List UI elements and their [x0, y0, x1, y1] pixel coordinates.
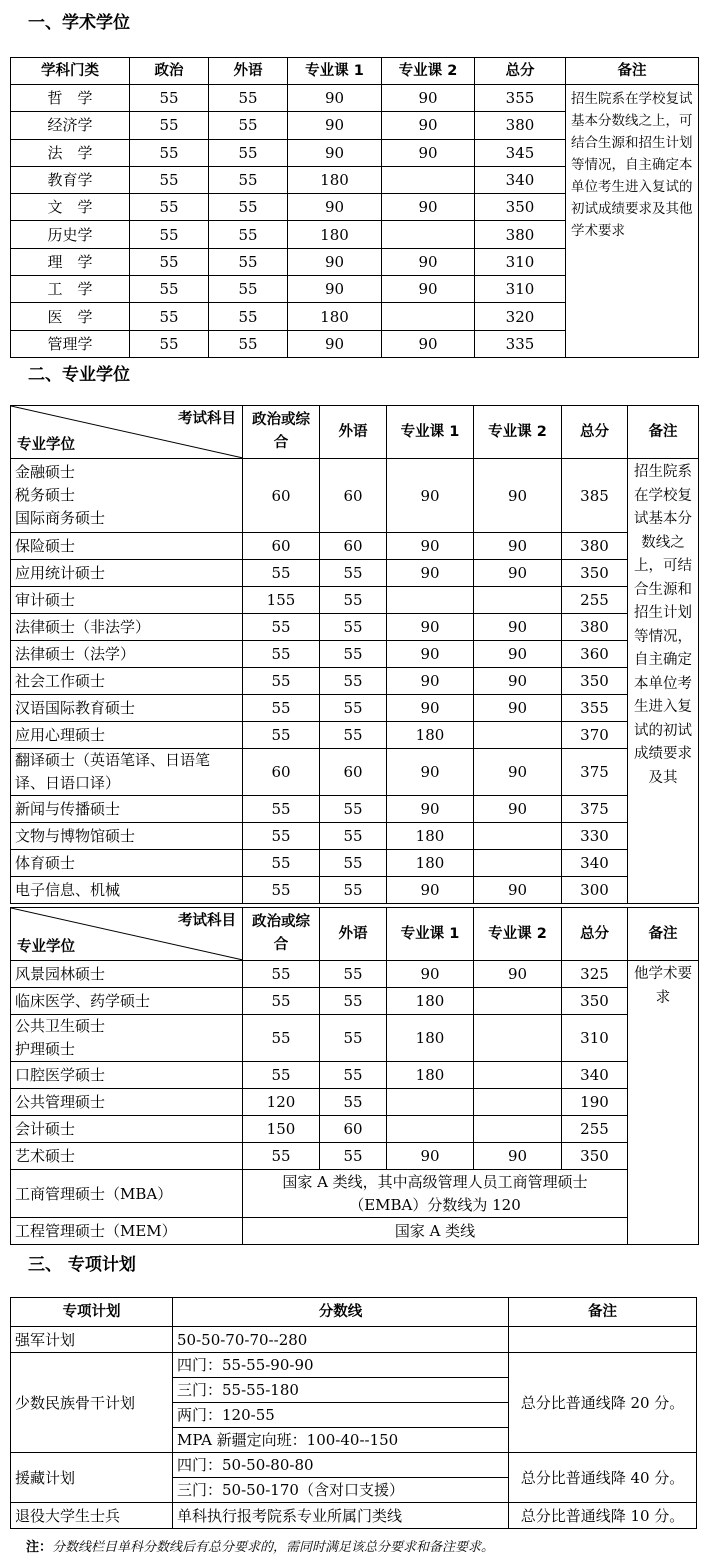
table-row — [11, 877, 699, 904]
table-row — [11, 1143, 699, 1170]
total-score-cell: 330 — [562, 823, 628, 850]
major-course-2-cell — [382, 166, 475, 193]
degree-name-cell: 应用统计硕士 — [11, 560, 243, 587]
major-course-1-cell: 90 — [387, 749, 474, 796]
total-score-cell: 310 — [562, 1015, 628, 1062]
plan-score: 单科执行报考院系专业所属门类线 — [173, 1503, 509, 1529]
major-course-2-cell: 90 — [474, 1143, 562, 1170]
politics-cell: 60 — [243, 459, 320, 533]
politics-cell: 55 — [130, 330, 209, 357]
diagonal-header-cell — [11, 406, 243, 459]
major-course-1-cell: 90 — [387, 961, 474, 988]
total-score-cell: 350 — [562, 988, 628, 1015]
table-row — [11, 587, 699, 614]
foreign-language-cell: 55 — [209, 166, 288, 193]
politics-cell: 55 — [243, 961, 320, 988]
total-score-cell: 380 — [562, 614, 628, 641]
table-row — [11, 1353, 697, 1378]
header-remarks: 备注 — [509, 1298, 697, 1327]
total-score-cell: 190 — [562, 1089, 628, 1116]
header-major-course-2: 专业课 2 — [382, 58, 475, 85]
table-row — [11, 459, 699, 533]
header-major-course-2: 专业课 2 — [474, 406, 562, 459]
total-score-cell: 350 — [475, 194, 566, 221]
table-row — [11, 722, 699, 749]
degree-name-cell: 公共管理硕士 — [11, 1089, 243, 1116]
table-row — [11, 1015, 699, 1062]
total-score-cell: 350 — [562, 668, 628, 695]
degree-name-cell: 临床医学、药学硕士 — [11, 988, 243, 1015]
discipline-cell: 管理学 — [11, 330, 130, 357]
total-score-cell: 300 — [562, 877, 628, 904]
major-course-1-cell: 90 — [288, 276, 382, 303]
major-course-1-cell: 180 — [387, 850, 474, 877]
degree-name-cell: 法律硕士（非法学） — [11, 614, 243, 641]
major-course-1-cell: 180 — [288, 166, 382, 193]
degree-name-cell: 体育硕士 — [11, 850, 243, 877]
degree-name-cell: 金融硕士 税务硕士 国际商务硕士 — [11, 459, 243, 533]
table-row — [11, 85, 699, 112]
major-course-2-cell: 90 — [474, 877, 562, 904]
major-course-2-cell: 90 — [474, 459, 562, 533]
plan-label: 退役大学生士兵 — [11, 1503, 173, 1529]
major-course-1-cell: 180 — [387, 1062, 474, 1089]
professional-degree-table-b — [10, 907, 699, 1245]
major-course-2-cell — [474, 587, 562, 614]
degree-name-cell: 工程管理硕士（MEM） — [11, 1218, 243, 1245]
politics-cell: 55 — [243, 1062, 320, 1089]
foreign-language-cell: 55 — [320, 823, 387, 850]
foreign-language-cell: 55 — [320, 560, 387, 587]
diagonal-header-cell — [11, 908, 243, 961]
foreign-language-cell: 55 — [209, 139, 288, 166]
politics-cell: 55 — [130, 276, 209, 303]
degree-name-cell: 新闻与传播硕士 — [11, 796, 243, 823]
politics-cell: 150 — [243, 1116, 320, 1143]
politics-cell: 55 — [243, 823, 320, 850]
major-course-2-cell: 90 — [474, 749, 562, 796]
total-score-cell: 380 — [475, 112, 566, 139]
major-course-2-cell — [474, 988, 562, 1015]
header-major-course-1: 专业课 1 — [288, 58, 382, 85]
politics-cell: 155 — [243, 587, 320, 614]
table-row — [11, 850, 699, 877]
table-row — [11, 641, 699, 668]
header-score-line: 分数线 — [173, 1298, 509, 1327]
degree-name-cell: 审计硕士 — [11, 587, 243, 614]
score-requirement-cell: 国家 A 类线，其中高级管理人员工商管理硕士（EMBA）分数线为 120 — [243, 1170, 628, 1218]
degree-name-cell: 会计硕士 — [11, 1116, 243, 1143]
foreign-language-cell: 55 — [320, 722, 387, 749]
table-row — [11, 1062, 699, 1089]
header-discipline: 学科门类 — [11, 58, 130, 85]
major-course-1-cell — [387, 1116, 474, 1143]
major-course-2-cell — [474, 850, 562, 877]
header-special-plan: 专项计划 — [11, 1298, 173, 1327]
table-row — [11, 668, 699, 695]
foreign-language-cell: 55 — [209, 303, 288, 330]
table-row — [11, 695, 699, 722]
major-course-2-cell — [382, 303, 475, 330]
header-major-course-2: 专业课 2 — [474, 908, 562, 961]
degree-name-cell: 应用心理硕士 — [11, 722, 243, 749]
total-score-cell: 310 — [475, 276, 566, 303]
politics-cell: 55 — [243, 560, 320, 587]
degree-name-cell: 社会工作硕士 — [11, 668, 243, 695]
major-course-2-cell: 90 — [382, 194, 475, 221]
major-course-1-cell: 90 — [387, 614, 474, 641]
politics-cell: 55 — [130, 194, 209, 221]
plan-score: MPA 新疆定向班：100-40--150 — [173, 1428, 509, 1453]
major-course-2-cell — [382, 221, 475, 248]
total-score-cell: 360 — [562, 641, 628, 668]
major-course-2-cell: 90 — [474, 668, 562, 695]
discipline-cell: 工 学 — [11, 276, 130, 303]
major-course-2-cell: 90 — [474, 641, 562, 668]
politics-cell: 55 — [243, 796, 320, 823]
major-course-2-cell: 90 — [382, 330, 475, 357]
foreign-language-cell: 55 — [320, 1015, 387, 1062]
foreign-language-cell: 55 — [320, 850, 387, 877]
foreign-language-cell: 60 — [320, 749, 387, 796]
header-foreign-language: 外语 — [320, 908, 387, 961]
foreign-language-cell: 55 — [209, 194, 288, 221]
foreign-language-cell: 55 — [320, 796, 387, 823]
plan-note — [509, 1327, 697, 1353]
plan-label: 援藏计划 — [11, 1453, 173, 1503]
foreign-language-cell: 60 — [320, 459, 387, 533]
major-course-2-cell — [474, 1116, 562, 1143]
discipline-cell: 哲 学 — [11, 85, 130, 112]
major-course-1-cell: 90 — [387, 459, 474, 533]
plan-note: 总分比普通线降 10 分。 — [509, 1503, 697, 1529]
major-course-1-cell: 90 — [288, 194, 382, 221]
header-total: 总分 — [475, 58, 566, 85]
major-course-1-cell: 90 — [387, 877, 474, 904]
politics-cell: 55 — [243, 877, 320, 904]
major-course-2-cell — [474, 1015, 562, 1062]
degree-name-cell: 保险硕士 — [11, 533, 243, 560]
degree-name-cell: 法律硕士（法学） — [11, 641, 243, 668]
degree-name-cell: 电子信息、机械 — [11, 877, 243, 904]
discipline-cell: 法 学 — [11, 139, 130, 166]
major-course-2-cell — [474, 1089, 562, 1116]
total-score-cell: 335 — [475, 330, 566, 357]
professional-degree-table-a — [10, 405, 699, 904]
discipline-cell: 文 学 — [11, 194, 130, 221]
politics-cell: 55 — [243, 614, 320, 641]
table-row — [11, 1327, 697, 1353]
major-course-2-cell: 90 — [382, 112, 475, 139]
total-score-cell: 370 — [562, 722, 628, 749]
section3-title: 三、 专项计划 — [28, 1255, 136, 1275]
politics-cell: 55 — [243, 695, 320, 722]
politics-cell: 55 — [130, 248, 209, 275]
major-course-1-cell: 90 — [387, 668, 474, 695]
footnote-label: 注： — [26, 1540, 53, 1555]
diag-bottom-label: 专业学位 — [17, 939, 75, 955]
major-course-1-cell: 180 — [387, 1015, 474, 1062]
politics-cell: 55 — [243, 1015, 320, 1062]
politics-cell: 55 — [130, 303, 209, 330]
header-foreign-language: 外语 — [320, 406, 387, 459]
major-course-1-cell: 90 — [288, 330, 382, 357]
foreign-language-cell: 55 — [209, 276, 288, 303]
politics-cell: 55 — [130, 85, 209, 112]
degree-name-cell: 翻译硕士（英语笔译、日语笔译、日语口译） — [11, 749, 243, 796]
politics-cell: 55 — [130, 221, 209, 248]
major-course-1-cell: 180 — [387, 988, 474, 1015]
foreign-language-cell: 55 — [320, 988, 387, 1015]
foreign-language-cell: 55 — [209, 330, 288, 357]
foreign-language-cell: 55 — [320, 877, 387, 904]
header-politics-or-general: 政治或综合 — [243, 406, 320, 459]
total-score-cell: 385 — [562, 459, 628, 533]
special-plan-table — [10, 1297, 697, 1529]
major-course-2-cell — [474, 1062, 562, 1089]
foreign-language-cell: 55 — [320, 961, 387, 988]
major-course-1-cell: 90 — [387, 641, 474, 668]
degree-name-cell: 公共卫生硕士 护理硕士 — [11, 1015, 243, 1062]
politics-cell: 55 — [130, 166, 209, 193]
academic-degree-table — [10, 57, 699, 358]
header-major-course-1: 专业课 1 — [387, 908, 474, 961]
major-course-1-cell: 90 — [387, 533, 474, 560]
politics-cell: 55 — [243, 988, 320, 1015]
footnote — [26, 1536, 494, 1555]
diag-top-label: 考试科目 — [178, 411, 236, 427]
total-score-cell: 375 — [562, 749, 628, 796]
table-row — [11, 1170, 699, 1218]
major-course-1-cell: 180 — [387, 823, 474, 850]
table-row — [11, 1503, 697, 1529]
plan-score: 50-50-70-70--280 — [173, 1327, 509, 1353]
major-course-1-cell: 90 — [387, 695, 474, 722]
degree-name-cell: 汉语国际教育硕士 — [11, 695, 243, 722]
foreign-language-cell: 55 — [320, 668, 387, 695]
total-score-cell: 255 — [562, 587, 628, 614]
plan-score: 两门：120-55 — [173, 1403, 509, 1428]
header-politics: 政治 — [130, 58, 209, 85]
politics-cell: 55 — [243, 641, 320, 668]
major-course-2-cell: 90 — [474, 695, 562, 722]
foreign-language-cell: 55 — [320, 587, 387, 614]
foreign-language-cell: 55 — [209, 221, 288, 248]
table-row — [11, 823, 699, 850]
total-score-cell: 255 — [562, 1116, 628, 1143]
total-score-cell: 325 — [562, 961, 628, 988]
plan-score: 四门：50-50-80-80 — [173, 1453, 509, 1478]
total-score-cell: 345 — [475, 139, 566, 166]
major-course-2-cell: 90 — [382, 248, 475, 275]
total-score-cell: 380 — [475, 221, 566, 248]
foreign-language-cell: 55 — [209, 85, 288, 112]
table-row — [11, 533, 699, 560]
table-row — [11, 1089, 699, 1116]
foreign-language-cell: 60 — [320, 1116, 387, 1143]
total-score-cell: 320 — [475, 303, 566, 330]
total-score-cell: 375 — [562, 796, 628, 823]
politics-cell: 60 — [243, 749, 320, 796]
major-course-2-cell: 90 — [474, 796, 562, 823]
header-remarks: 备注 — [628, 908, 699, 961]
total-score-cell: 310 — [475, 248, 566, 275]
foreign-language-cell: 55 — [209, 112, 288, 139]
major-course-2-cell — [474, 823, 562, 850]
diag-top-label: 考试科目 — [178, 913, 236, 929]
discipline-cell: 历史学 — [11, 221, 130, 248]
politics-cell: 55 — [243, 1143, 320, 1170]
total-score-cell: 340 — [475, 166, 566, 193]
politics-cell: 55 — [243, 850, 320, 877]
degree-name-cell: 风景园林硕士 — [11, 961, 243, 988]
major-course-2-cell: 90 — [474, 560, 562, 587]
table-row — [11, 1453, 697, 1478]
total-score-cell: 350 — [562, 560, 628, 587]
table-row — [11, 614, 699, 641]
major-course-1-cell: 90 — [288, 248, 382, 275]
foreign-language-cell: 55 — [320, 614, 387, 641]
foreign-language-cell: 55 — [320, 1143, 387, 1170]
foreign-language-cell: 55 — [209, 248, 288, 275]
politics-cell: 55 — [130, 112, 209, 139]
remarks-cell: 招生院系在学校复试基本分数线之上，可结合生源和招生计划等情况，自主确定本单位考生进入复试的初试成绩要求及其 — [628, 459, 699, 904]
major-course-2-cell: 90 — [382, 139, 475, 166]
plan-score: 四门：55-55-90-90 — [173, 1353, 509, 1378]
header-total: 总分 — [562, 908, 628, 961]
footnote-text: 分数线栏目单科分数线后有总分要求的，需同时满足该总分要求和备注要求。 — [52, 1540, 495, 1555]
major-course-1-cell: 90 — [387, 560, 474, 587]
politics-cell: 55 — [243, 722, 320, 749]
section2-title: 二、专业学位 — [28, 365, 130, 385]
discipline-cell: 教育学 — [11, 166, 130, 193]
header-remarks: 备注 — [628, 406, 699, 459]
plan-score: 三门：50-50-170（含对口支援） — [173, 1478, 509, 1503]
degree-name-cell: 艺术硕士 — [11, 1143, 243, 1170]
table-row — [11, 988, 699, 1015]
foreign-language-cell: 55 — [320, 1089, 387, 1116]
plan-note: 总分比普通线降 40 分。 — [509, 1453, 697, 1503]
foreign-language-cell: 55 — [320, 641, 387, 668]
degree-name-cell: 口腔医学硕士 — [11, 1062, 243, 1089]
degree-name-cell: 文物与博物馆硕士 — [11, 823, 243, 850]
table-row — [11, 1218, 699, 1245]
remarks-cell: 招生院系在学校复试基本分数线之上，可结合生源和招生计划等情况，自主确定本单位考生进入复试的初试成绩要求及其他学术要求 — [566, 85, 699, 358]
major-course-2-cell: 90 — [474, 961, 562, 988]
major-course-1-cell: 90 — [387, 796, 474, 823]
major-course-2-cell: 90 — [382, 85, 475, 112]
total-score-cell: 355 — [475, 85, 566, 112]
politics-cell: 60 — [243, 533, 320, 560]
plan-label: 少数民族骨干计划 — [11, 1353, 173, 1453]
politics-cell: 120 — [243, 1089, 320, 1116]
major-course-1-cell — [387, 587, 474, 614]
major-course-1-cell: 90 — [288, 85, 382, 112]
total-score-cell: 340 — [562, 850, 628, 877]
diag-bottom-label: 专业学位 — [17, 437, 75, 453]
major-course-1-cell: 180 — [288, 303, 382, 330]
plan-note: 总分比普通线降 20 分。 — [509, 1353, 697, 1453]
table-row — [11, 796, 699, 823]
plan-score: 三门：55-55-180 — [173, 1378, 509, 1403]
total-score-cell: 355 — [562, 695, 628, 722]
politics-cell: 55 — [130, 139, 209, 166]
major-course-1-cell: 180 — [387, 722, 474, 749]
plan-label: 强军计划 — [11, 1327, 173, 1353]
discipline-cell: 经济学 — [11, 112, 130, 139]
table-row — [11, 961, 699, 988]
remarks-cell: 他学术要求 — [628, 961, 699, 1245]
header-major-course-1: 专业课 1 — [387, 406, 474, 459]
table-row — [11, 1116, 699, 1143]
discipline-cell: 理 学 — [11, 248, 130, 275]
table-row — [11, 749, 699, 796]
politics-cell: 55 — [243, 668, 320, 695]
total-score-cell: 340 — [562, 1062, 628, 1089]
foreign-language-cell: 55 — [320, 695, 387, 722]
discipline-cell: 医 学 — [11, 303, 130, 330]
header-remarks: 备注 — [566, 58, 699, 85]
major-course-2-cell: 90 — [474, 533, 562, 560]
major-course-2-cell: 90 — [474, 614, 562, 641]
total-score-cell: 380 — [562, 533, 628, 560]
foreign-language-cell: 55 — [320, 1062, 387, 1089]
major-course-1-cell: 90 — [288, 139, 382, 166]
major-course-1-cell: 90 — [387, 1143, 474, 1170]
header-politics-or-general: 政治或综合 — [243, 908, 320, 961]
header-foreign-language: 外语 — [209, 58, 288, 85]
major-course-1-cell: 180 — [288, 221, 382, 248]
total-score-cell: 350 — [562, 1143, 628, 1170]
score-requirement-cell: 国家 A 类线 — [243, 1218, 628, 1245]
major-course-1-cell — [387, 1089, 474, 1116]
table-row — [11, 560, 699, 587]
foreign-language-cell: 60 — [320, 533, 387, 560]
major-course-1-cell: 90 — [288, 112, 382, 139]
header-total: 总分 — [562, 406, 628, 459]
degree-name-cell: 工商管理硕士（MBA） — [11, 1170, 243, 1218]
major-course-2-cell: 90 — [382, 276, 475, 303]
major-course-2-cell — [474, 722, 562, 749]
section1-title: 一、学术学位 — [28, 13, 130, 33]
